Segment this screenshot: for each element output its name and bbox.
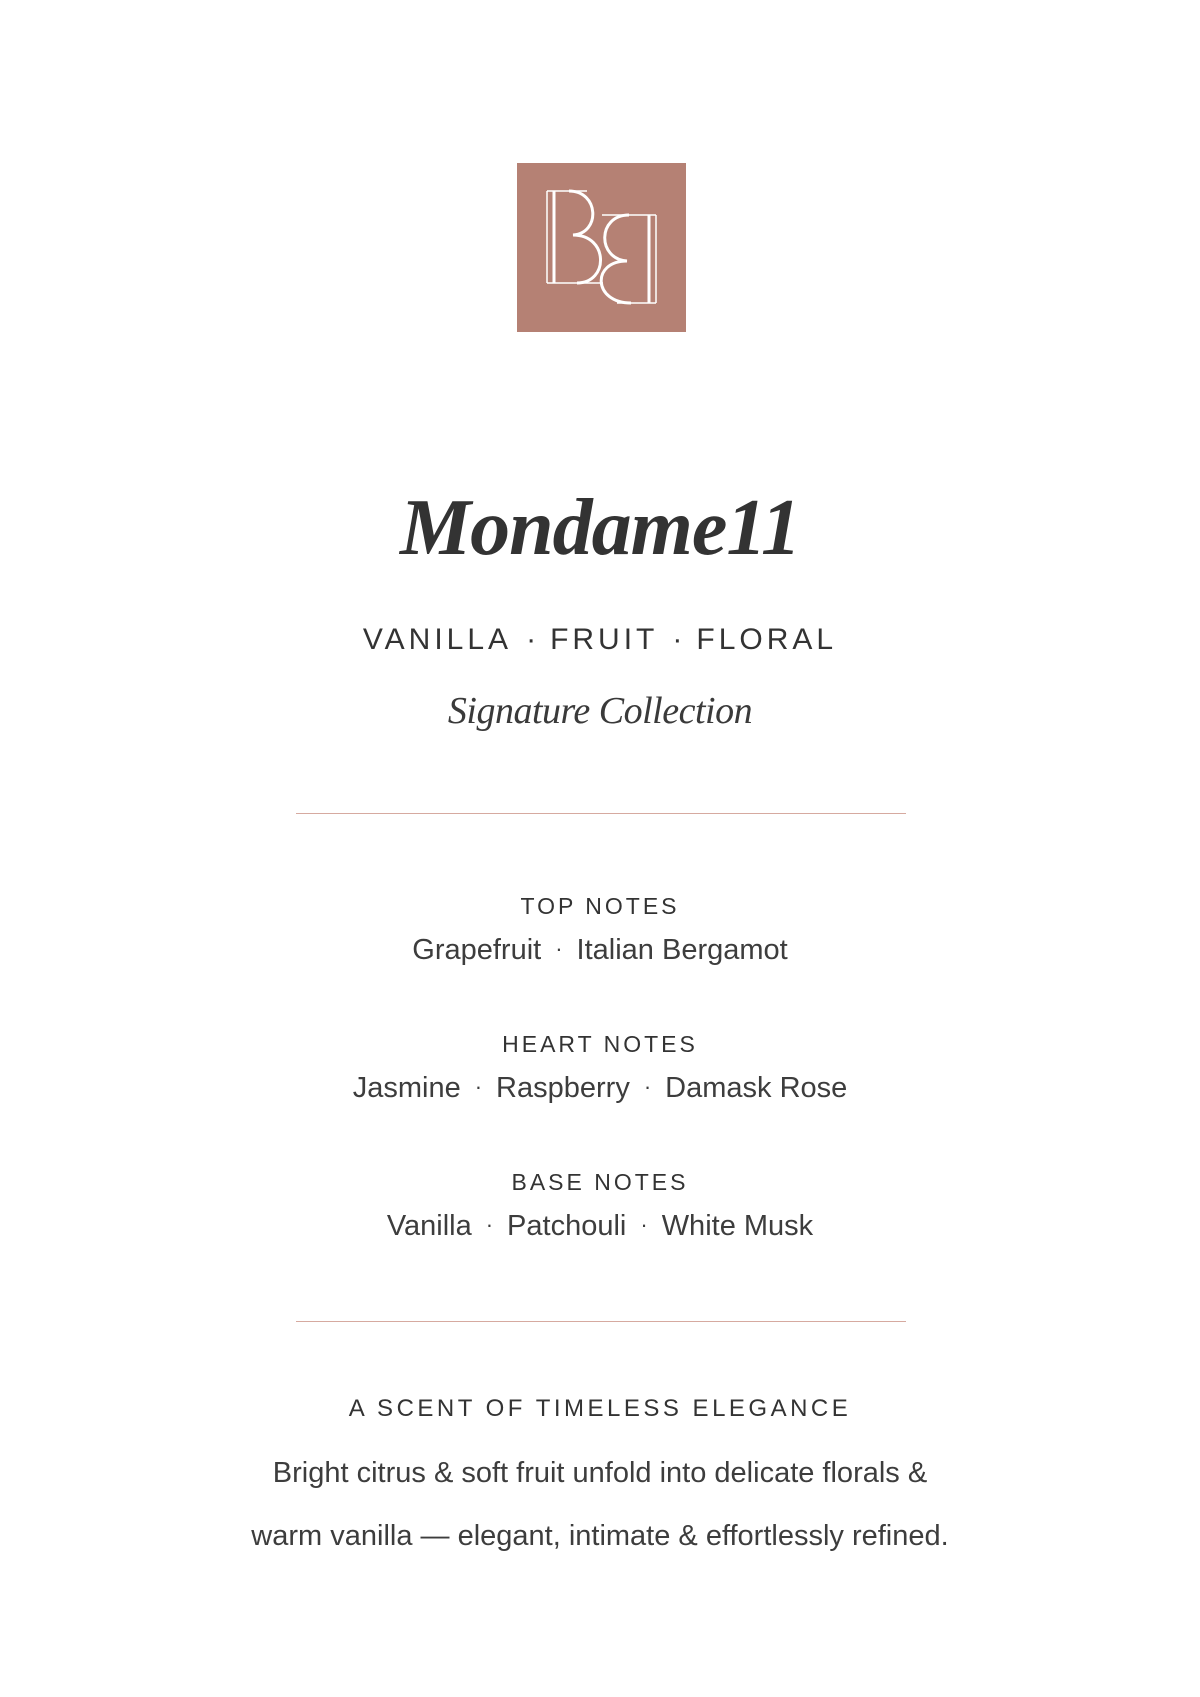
accord-item: FLORAL: [696, 623, 838, 656]
separator-dot: ·: [640, 1212, 648, 1237]
note-item: Patchouli: [507, 1210, 627, 1242]
heart-notes-label: HEART NOTES: [502, 1031, 698, 1057]
separator-dot: ·: [555, 936, 563, 961]
separator-dot: ·: [643, 1074, 652, 1099]
separator-dot: ·: [474, 1074, 483, 1099]
description-line-1: Bright citrus & soft fruit unfold into delicate florals &: [272, 1457, 928, 1489]
accords-line: [0, 622, 1200, 658]
divider-top: [296, 813, 906, 814]
monogram-logo-icon: [517, 163, 686, 332]
collection-subtitle: Signature Collection: [447, 690, 753, 732]
divider-bottom: [296, 1321, 906, 1322]
note-item: Italian Bergamot: [576, 934, 788, 966]
base-notes-list: [0, 1207, 1200, 1244]
top-notes-list: [0, 931, 1200, 968]
heart-notes-list: [0, 1069, 1200, 1106]
note-item: Jasmine: [352, 1072, 461, 1104]
description-heading: A SCENT OF TIMELESS ELEGANCE: [348, 1395, 852, 1422]
brand-logo: [517, 163, 686, 332]
accord-item: FRUIT: [550, 623, 659, 656]
description-line-2: warm vanilla — elegant, intimate & effortlessly refined.: [251, 1520, 949, 1552]
note-item: Vanilla: [386, 1210, 472, 1242]
separator-dot: ·: [672, 623, 683, 656]
top-notes-label: TOP NOTES: [520, 893, 680, 919]
separator-dot: ·: [485, 1212, 494, 1237]
product-name: Mondame11: [400, 484, 800, 572]
separator-dot: ·: [526, 623, 537, 656]
base-notes-label: BASE NOTES: [511, 1169, 689, 1195]
note-item: Raspberry: [496, 1072, 630, 1104]
note-item: Damask Rose: [665, 1072, 848, 1104]
note-item: Grapefruit: [412, 934, 542, 966]
note-item: White Musk: [661, 1210, 814, 1242]
accord-item: VANILLA: [362, 623, 513, 656]
